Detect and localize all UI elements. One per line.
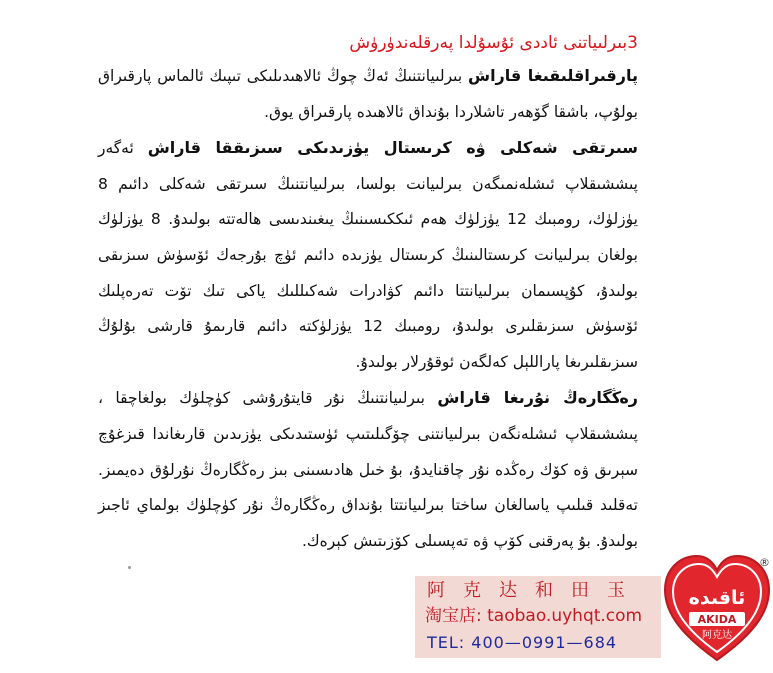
logo-cn: 阿克达 bbox=[702, 630, 732, 641]
logo-text: ئاقىدە bbox=[688, 587, 746, 609]
paragraph-luster bbox=[98, 58, 638, 130]
paragraph-text: بىرلىيانتنىڭ نۇر قايتۇرۇشى كۈچلۈك بولغاچقا ، پىششىقلاپ ئىشلەنگەن بىرلىيانتنى چۆگىلىتىپ ئۈستىدىكى يۈزىدىن قارىغاندا قىزغۇچ سېرىق ۋە كۆك رەڭدە نۇر چاقنايدۇ، بۇ خىل ھادىسىنى بىز رەڭگارەڭ نۇرلۇق دەيمىز. تەقلىد قىلىپ ياسالغان ساختا بىرلىيانتتا بۇنداق رەڭگارەڭ نۇر كۈچلۈك بولماي ئاجىز بولىدۇ. بۇ پەرقنى كۆپ ۋە تەپسىلى كۆزىتىش كېرەك. bbox=[98, 389, 638, 550]
paragraph-text: ئەگەر پىششىقلاپ ئىشلەنمىگەن بىرلىيانت بولسا، بىرلىيانتنىڭ سىرتقى شەكلى دائىم 8 يۈزلۈك، رومبىك 12 يۈزلۈك ھەم ئىككىسىنىڭ يىغىندىسى ھالەتتە بولىدۇ. 8 يۈزلۈك بولغان بىرلىيانت كرىستالىنىڭ كرىستال يۈزىدە دائىم ئۈچ بۇرجەك ئۆسۈش سىزىقى بولىدۇ، كۇپسىمان بىرلىيانتتا دائىم كۋادرات شەكىللىك ياكى تىك تۆت تەرەپلىك ئۆسۈش سىزىقلىرى بولىدۇ، رومبىك 12 يۈزلۈكتە دائىم قارىمۇ قارشى بۇلۇڭ سىزىقلىرىغا پاراللېل كەلگەن ئوقۇرلار بولىدۇ. bbox=[98, 139, 638, 371]
paragraph-lead: سىرتقى شەكلى ۋە كرىستال يۈزىدىكى سىزىققا قاراش bbox=[147, 138, 638, 158]
watermark-phone: TEL: 400—0991—684 bbox=[427, 633, 618, 652]
watermark-shop-url: 淘宝店: taobao.uyhqt.com bbox=[425, 606, 643, 626]
paragraph-dispersion bbox=[98, 380, 638, 559]
paragraph-text: بىرلىيانتنىڭ ئەڭ چوڭ ئالاھىدىلىكى تىپىك ئالماس پارقىراق بولۇپ، باشقا گۆھەر تاشلاردا بۇنداق ئالاھىدە پارقىراق يوق. bbox=[98, 67, 638, 121]
logo-brand: AKIDA bbox=[697, 613, 737, 626]
section-heading: 3بىرلىياتنى ئاددى ئۇسۇلدا پەرقلەندۈرۈش bbox=[349, 33, 638, 53]
paragraph-crystal-shape bbox=[98, 130, 638, 380]
article-body bbox=[98, 28, 638, 559]
brand-logo-icon bbox=[663, 552, 771, 664]
paragraph-lead: رەڭگارەڭ نۇرىغا قاراش bbox=[437, 388, 638, 408]
registered-mark: ® bbox=[759, 556, 770, 569]
paragraph-lead: پارقىراقلىقىغا قاراش bbox=[467, 66, 638, 85]
stray-dot bbox=[128, 566, 131, 569]
watermark-banner bbox=[415, 576, 661, 658]
watermark-shop-name: 阿克达和田玉 bbox=[427, 580, 643, 601]
